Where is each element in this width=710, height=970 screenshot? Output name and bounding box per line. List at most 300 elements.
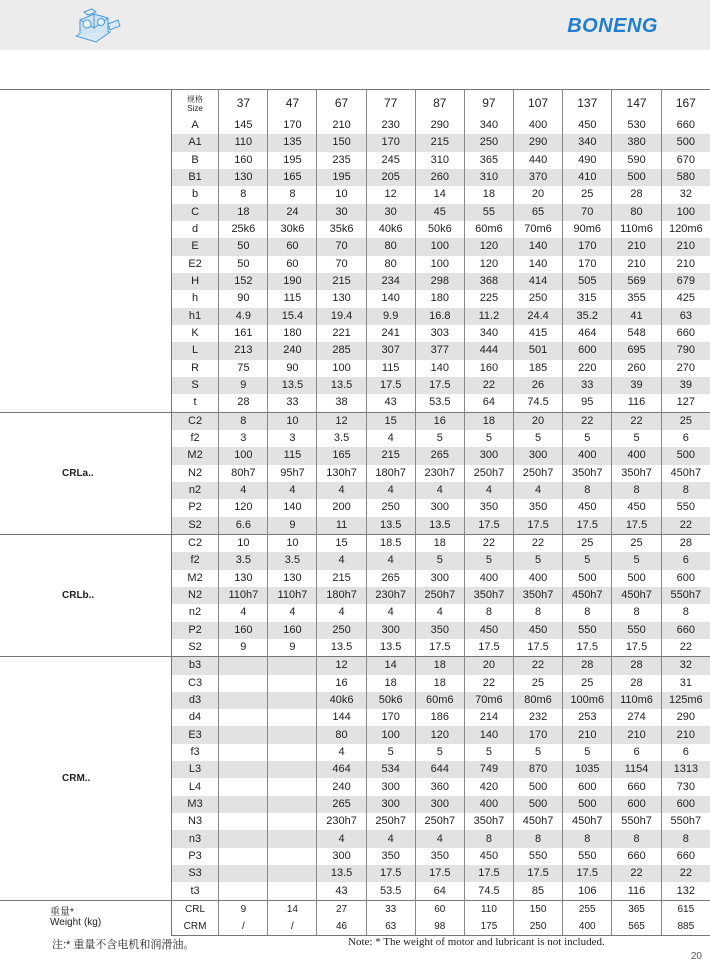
table-cell: 132: [676, 884, 695, 897]
size-header-cell: 97: [464, 90, 513, 118]
table-cell: 95: [563, 394, 612, 412]
table-cell: 790: [661, 342, 710, 359]
table-cell: 65: [513, 204, 562, 221]
table-cell: 45: [415, 204, 464, 221]
table-cell: 380: [612, 134, 661, 151]
table-cell: 170: [366, 709, 415, 726]
table-cell: 450h7: [612, 587, 661, 604]
table-cell: 644: [415, 761, 464, 778]
table-cell: 4: [317, 830, 366, 847]
table-cell: [219, 726, 268, 743]
dimension-label-cell: C3: [171, 675, 219, 692]
table-cell: 30: [366, 204, 415, 221]
table-cell: 368: [464, 273, 513, 290]
table-cell: 22: [513, 657, 562, 675]
table-cell: 3.5: [268, 552, 317, 569]
table-cell: 4: [219, 482, 268, 499]
table-cell: 5: [612, 552, 661, 569]
table-cell: 26: [513, 377, 562, 394]
size-header-cell: 147: [612, 90, 661, 118]
table-cell: 90: [268, 360, 317, 377]
table-cell: 350h7: [464, 813, 513, 830]
table-cell: 127: [676, 396, 695, 409]
table-cell: 450h7: [513, 813, 562, 830]
table-cell: 33: [268, 394, 317, 412]
table-cell: 250: [317, 622, 366, 639]
table-cell: 5: [366, 744, 415, 761]
table-cell: 5: [464, 552, 513, 569]
table-cell: 130h7: [317, 465, 366, 482]
reducer-gearbox-icon: [70, 6, 124, 46]
table-cell: 17.5: [464, 639, 513, 657]
table-cell: 365: [612, 900, 661, 918]
table-cell: 40k6: [317, 692, 366, 709]
table-cell: 8: [563, 604, 612, 621]
table-cell: 370: [513, 169, 562, 186]
table-cell: 300: [513, 447, 562, 464]
table-cell: 17.5: [513, 865, 562, 882]
table-row: [0, 534, 710, 552]
table-cell: 1313: [661, 761, 710, 778]
table-cell: 11: [317, 517, 366, 535]
table-cell: 140: [268, 499, 317, 516]
table-cell: 17.5: [366, 865, 415, 882]
table-cell: 230h7: [317, 813, 366, 830]
weight-type-cell: CRM: [171, 918, 219, 936]
table-cell: 8: [464, 604, 513, 621]
table-cell: [219, 796, 268, 813]
table-cell: 106: [563, 882, 612, 900]
table-cell: 210: [661, 238, 710, 255]
table-cell: 28: [612, 186, 661, 203]
weight-label-en: Weight: [50, 917, 81, 929]
table-cell: 210: [612, 256, 661, 273]
table-cell: 17.5: [513, 517, 562, 535]
brand-logo: BONENG: [567, 15, 658, 37]
dimension-label-cell: M2: [171, 570, 219, 587]
table-cell: 15.4: [268, 308, 317, 325]
table-cell: 150: [513, 900, 562, 918]
table-cell: 210: [612, 726, 661, 743]
table-cell: [219, 848, 268, 865]
weight-row: [0, 900, 710, 918]
table-cell: 130: [317, 290, 366, 307]
table-cell: 17.5: [563, 865, 612, 882]
table-cell: 80: [366, 256, 415, 273]
table-cell: 120: [415, 726, 464, 743]
table-cell: 39: [661, 377, 710, 394]
table-cell: 9.9: [366, 308, 415, 325]
table-cell: 160: [219, 622, 268, 639]
table-cell: 340: [464, 117, 513, 134]
dimension-table: [0, 89, 710, 936]
table-cell: 170: [366, 134, 415, 151]
table-cell: 17.5: [366, 377, 415, 394]
table-row: [0, 657, 710, 675]
table-cell: 20: [513, 412, 562, 430]
table-cell: 215: [317, 570, 366, 587]
table-cell: 13.5: [317, 865, 366, 882]
table-cell: 290: [513, 134, 562, 151]
footnote-english: Note: * The weight of motor and lubricant is not included.: [348, 936, 605, 948]
table-cell: 300: [415, 796, 464, 813]
table-cell: 241: [366, 325, 415, 342]
table-cell: [219, 813, 268, 830]
table-cell: 274: [612, 709, 661, 726]
table-cell: 4: [366, 430, 415, 447]
table-cell: 215: [415, 134, 464, 151]
table-cell: 5: [563, 552, 612, 569]
table-cell: 235: [317, 152, 366, 169]
table-cell: 24: [268, 204, 317, 221]
table-cell: 3.5: [219, 552, 268, 569]
table-cell: 140: [513, 238, 562, 255]
table-cell: 225: [464, 290, 513, 307]
table-cell: 6: [682, 432, 689, 445]
table-cell: 110m6: [612, 692, 661, 709]
table-cell: 4: [415, 830, 464, 847]
table-cell: 80: [612, 204, 661, 221]
table-cell: 110m6: [612, 221, 661, 238]
table-cell: 22: [563, 412, 612, 430]
table-cell: 260: [415, 169, 464, 186]
table-cell: 3: [219, 430, 268, 447]
dimension-label-cell: C2: [171, 534, 219, 552]
table-cell: 300: [415, 499, 464, 516]
table-cell: 38: [317, 394, 366, 412]
table-cell: [268, 761, 317, 778]
table-cell: 25: [513, 675, 562, 692]
table-cell: 210: [612, 238, 661, 255]
table-cell: 98: [415, 918, 464, 936]
table-cell: 6: [661, 552, 710, 569]
table-cell: 39: [612, 377, 661, 394]
table-cell: 180h7: [317, 587, 366, 604]
table-cell: [219, 761, 268, 778]
table-cell: 18: [415, 657, 464, 675]
table-cell: 250h7: [366, 813, 415, 830]
table-cell: 240: [268, 342, 317, 359]
table-cell: 250h7: [415, 587, 464, 604]
table-cell: 190: [268, 273, 317, 290]
table-cell: 660: [612, 778, 661, 795]
table-cell: 4: [317, 482, 366, 499]
table-cell: 60: [268, 238, 317, 255]
dimension-label-cell: S3: [171, 865, 219, 882]
table-cell: 400: [513, 117, 562, 134]
table-row: [0, 117, 710, 134]
table-cell: 22: [612, 412, 661, 430]
table-cell: 5: [612, 430, 661, 447]
table-cell: 600: [563, 778, 612, 795]
table-cell: 22: [661, 865, 710, 882]
size-label-en: Size: [187, 103, 203, 113]
table-cell: 18: [415, 534, 464, 552]
table-cell: 22: [513, 534, 562, 552]
table-cell: 679: [661, 273, 710, 290]
table-cell: 32: [679, 188, 692, 201]
table-cell: 5: [513, 430, 562, 447]
table-cell: 350h7: [464, 587, 513, 604]
dimension-label-cell: A: [171, 117, 219, 134]
table-cell: 100: [415, 238, 464, 255]
table-cell: 213: [219, 342, 268, 359]
table-cell: 17.5: [513, 639, 562, 657]
table-cell: 255: [563, 900, 612, 918]
table-cell: 135: [268, 134, 317, 151]
table-cell: 18: [464, 412, 513, 430]
table-cell: [219, 830, 268, 847]
table-cell: 70: [317, 256, 366, 273]
table-cell: 41: [612, 308, 661, 325]
table-cell: 28: [612, 675, 661, 692]
table-cell: 250: [513, 918, 562, 936]
table-cell: 4.9: [219, 308, 268, 325]
table-cell: 290: [415, 117, 464, 134]
table-cell: 550h7: [612, 813, 661, 830]
table-cell: 120: [464, 256, 513, 273]
table-cell: 120: [219, 499, 268, 516]
table-cell: 30k6: [268, 221, 317, 238]
table-cell: 85: [513, 882, 562, 900]
table-cell: 30: [317, 204, 366, 221]
table-cell: 17.5: [464, 517, 513, 535]
table-cell: 4: [366, 604, 415, 621]
dimension-label-cell: n3: [171, 830, 219, 847]
table-cell: 350: [464, 499, 513, 516]
dimension-label-cell: P3: [171, 848, 219, 865]
table-cell: [219, 692, 268, 709]
table-cell: 450: [612, 499, 661, 516]
table-cell: 60: [415, 900, 464, 918]
table-cell: 450: [513, 622, 562, 639]
table-cell: 33: [366, 900, 415, 918]
table-cell: 215: [366, 447, 415, 464]
table-cell: 5: [513, 744, 562, 761]
dimension-label-cell: S2: [171, 639, 219, 657]
table-cell: [268, 882, 317, 900]
table-cell: 20: [513, 186, 562, 203]
table-cell: 10: [219, 534, 268, 552]
table-cell: 8: [219, 186, 268, 203]
table-cell: 4: [268, 482, 317, 499]
table-cell: 450h7: [563, 587, 612, 604]
page-number: 20: [690, 951, 702, 962]
table-cell: 8: [219, 412, 268, 430]
table-cell: 5: [415, 552, 464, 569]
table-cell: 414: [513, 273, 562, 290]
dimension-label-cell: A1: [171, 134, 219, 151]
weight-type-cell: CRL: [171, 900, 219, 918]
dimension-label-cell: N3: [171, 813, 219, 830]
table-cell: 8: [513, 830, 562, 847]
table-cell: 9: [219, 639, 268, 657]
table-cell: 500: [612, 570, 661, 587]
table-cell: 116: [612, 394, 661, 412]
table-cell: [268, 865, 317, 882]
group-name-cell: CRLb..: [0, 534, 171, 656]
table-cell: 250: [513, 290, 562, 307]
table-cell: 116: [612, 882, 661, 900]
table-cell: 660: [676, 119, 695, 132]
table-cell: 13.5: [366, 517, 415, 535]
table-cell: 200: [317, 499, 366, 516]
table-cell: 63: [661, 308, 710, 325]
table-cell: 8: [563, 482, 612, 499]
table-cell: [219, 882, 268, 900]
table-cell: 22: [464, 675, 513, 692]
table-cell: 160: [219, 152, 268, 169]
table-cell: 17.5: [612, 639, 661, 657]
table-cell: 50: [219, 238, 268, 255]
table-cell: 450: [464, 848, 513, 865]
table-cell: [268, 813, 317, 830]
table-cell: 4: [268, 604, 317, 621]
table-cell: 6: [612, 744, 661, 761]
table-cell: 300: [366, 778, 415, 795]
table-cell: 410: [563, 169, 612, 186]
table-cell: 210: [563, 726, 612, 743]
table-cell: 300: [366, 622, 415, 639]
table-cell: 18.5: [366, 534, 415, 552]
table-cell: 32: [661, 657, 710, 675]
table-cell: 53.5: [415, 394, 464, 412]
table-cell: 215: [317, 273, 366, 290]
table-cell: 9: [268, 639, 317, 657]
table-cell: 550: [563, 848, 612, 865]
table-cell: 160: [268, 622, 317, 639]
dimension-label-cell: C: [171, 204, 219, 221]
table-cell: 253: [563, 709, 612, 726]
size-header-row: [0, 90, 710, 118]
table-cell: 5: [563, 430, 612, 447]
table-cell: 5: [464, 744, 513, 761]
table-cell: 350: [513, 499, 562, 516]
dimension-label-cell: H: [171, 273, 219, 290]
table-cell: 245: [366, 152, 415, 169]
table-cell: 400: [612, 447, 661, 464]
table-cell: 5: [415, 430, 464, 447]
table-cell: 569: [612, 273, 661, 290]
table-cell: 115: [268, 447, 317, 464]
dimension-label-cell: C2: [171, 412, 219, 430]
dimension-label-cell: t3: [171, 882, 219, 900]
group-name-cell: [0, 117, 171, 412]
table-cell: 11.2: [464, 308, 513, 325]
table-cell: 25: [563, 534, 612, 552]
table-cell: 12: [366, 186, 415, 203]
table-cell: 250h7: [513, 465, 562, 482]
table-cell: 100: [661, 204, 710, 221]
dimension-label-cell: M3: [171, 796, 219, 813]
table-cell: 550: [676, 501, 695, 514]
table-cell: 670: [676, 153, 695, 166]
table-cell: 360: [415, 778, 464, 795]
table-cell: 28: [612, 657, 661, 675]
dimension-label-cell: n2: [171, 604, 219, 621]
table-cell: 17.5: [563, 639, 612, 657]
table-cell: 550: [563, 622, 612, 639]
table-cell: 12: [317, 412, 366, 430]
table-cell: 140: [366, 290, 415, 307]
table-cell: 4: [317, 604, 366, 621]
table-cell: 25: [612, 534, 661, 552]
table-cell: 8: [661, 830, 710, 847]
weight-unit: (kg): [83, 917, 102, 929]
table-cell: 550: [513, 848, 562, 865]
dimension-label-cell: S: [171, 377, 219, 394]
table-cell: 3.5: [317, 430, 366, 447]
table-cell: 17.5: [415, 377, 464, 394]
size-label-cell: [171, 90, 219, 118]
table-cell: 100m6: [563, 692, 612, 709]
table-cell: 100: [317, 360, 366, 377]
table-cell: 9: [268, 517, 317, 535]
table-cell: 46: [317, 918, 366, 936]
dimension-label-cell: N2: [171, 587, 219, 604]
table-cell: 232: [513, 709, 562, 726]
dimension-label-cell: b: [171, 186, 219, 203]
table-cell: 210: [661, 726, 710, 743]
table-cell: 4: [317, 552, 366, 569]
table-cell: [268, 778, 317, 795]
table-cell: /: [268, 918, 317, 936]
size-header-cell: 87: [415, 90, 464, 118]
table-cell: 60: [268, 256, 317, 273]
table-cell: [219, 709, 268, 726]
table-cell: 150: [317, 134, 366, 151]
table-cell: 17.5: [563, 517, 612, 535]
table-cell: 24.4: [513, 308, 562, 325]
table-cell: 16: [317, 675, 366, 692]
table-cell: 600: [563, 342, 612, 359]
table-cell: 152: [219, 273, 268, 290]
table-cell: 205: [366, 169, 415, 186]
table-cell: 31: [679, 676, 692, 689]
table-cell: 530: [612, 117, 661, 134]
table-cell: 450: [464, 622, 513, 639]
table-cell: 18: [366, 675, 415, 692]
dimension-label-cell: P2: [171, 622, 219, 639]
table-cell: [219, 657, 268, 675]
dimension-label-cell: B: [171, 152, 219, 169]
size-label-cn: 规格: [187, 94, 204, 104]
size-header-cell: 77: [366, 90, 415, 118]
table-cell: 63: [366, 918, 415, 936]
table-cell: [268, 726, 317, 743]
table-cell: 8: [612, 482, 661, 499]
table-cell: 17.5: [415, 865, 464, 882]
table-cell: 110: [219, 134, 268, 151]
weight-label-cell: [0, 900, 171, 936]
table-cell: 350h7: [563, 465, 612, 482]
table-cell: 290: [676, 711, 695, 724]
table-cell: 17.5: [415, 639, 464, 657]
table-row: [0, 412, 710, 430]
table-cell: 18: [415, 675, 464, 692]
table-cell: 8: [612, 830, 661, 847]
table-cell: 4: [366, 482, 415, 499]
table-cell: 8: [268, 186, 317, 203]
table-cell: 140: [415, 360, 464, 377]
table-cell: 70m6: [464, 692, 513, 709]
table-cell: 590: [612, 152, 661, 169]
table-cell: 170: [268, 117, 317, 134]
table-cell: 161: [219, 325, 268, 342]
table-cell: 4: [513, 482, 562, 499]
table-cell: 22: [464, 534, 513, 552]
table-cell: 265: [415, 447, 464, 464]
